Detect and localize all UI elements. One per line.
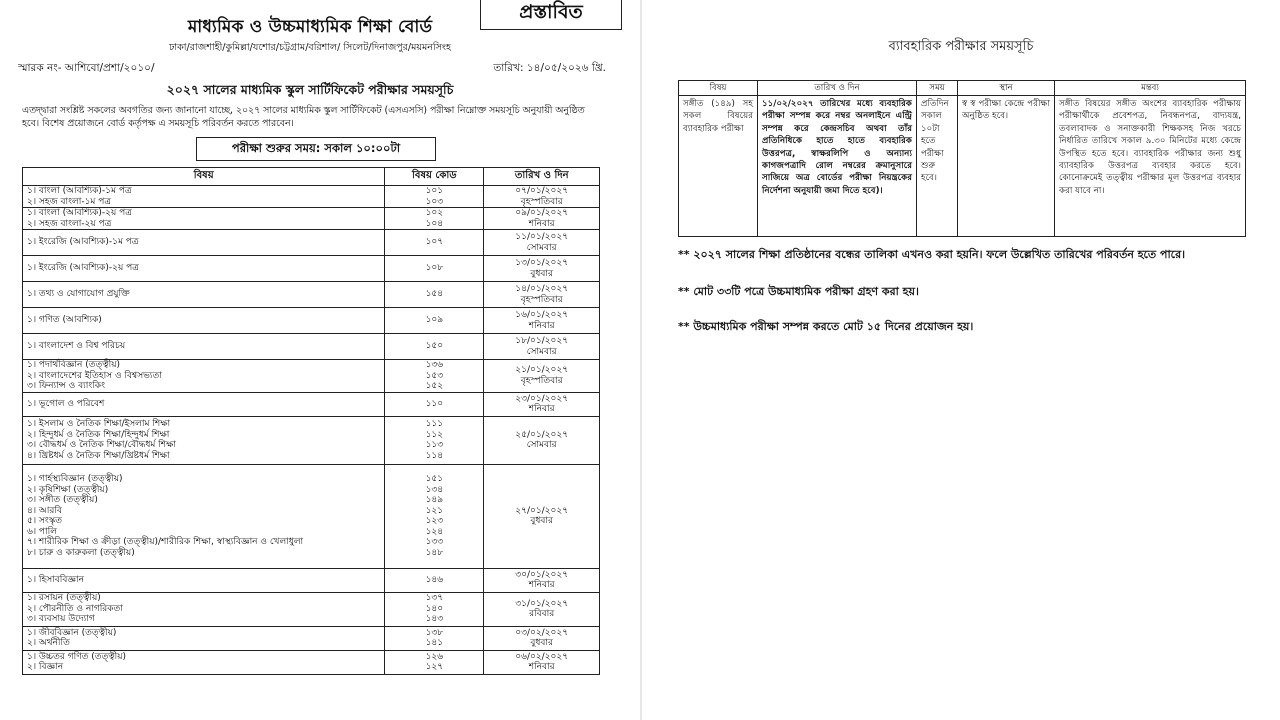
schedule-row (23, 568, 600, 592)
exam-day: বুধবার (530, 638, 553, 648)
exam-date: ০৬/০২/২০২৭ (515, 651, 569, 662)
subject-name: ১। ভূগোল ও পরিবেশ (27, 398, 105, 409)
subject-code: ১৪৬ (425, 574, 444, 585)
subject-cell (23, 208, 385, 230)
table-header-row (23, 168, 600, 186)
exam-day: রবিবার (529, 609, 555, 619)
date-cell (484, 464, 600, 568)
practical-header-subject: বিষয় (679, 81, 758, 96)
practical-header-time: সময় (917, 81, 958, 96)
practical-header-date: তারিখ ও দিন (758, 81, 917, 96)
subject-code: ১০৯ (425, 315, 444, 326)
subject-name: ১। বাংলা (আবশ্যিক)-১ম পত্র (27, 186, 132, 196)
subject-cell (23, 334, 385, 360)
subject-name: ৩। সঙ্গীত (তত্ত্বীয়) (27, 495, 98, 505)
subject-code: ১৪১ (425, 638, 444, 648)
subject-name: ১। গার্হস্থ্যবিজ্ঞান (তত্ত্বীয়) (27, 474, 123, 484)
subject-cell (23, 650, 385, 674)
subject-code: ১২৪ (425, 526, 444, 537)
schedule-row (23, 592, 600, 626)
subject-name: ২। সহজ বাংলা-১ম পত্র (27, 196, 111, 207)
notice-title: ২০২৭ সালের মাধ্যমিক স্কুল সার্টিফিকেট পরীক্ষার সময়সূচি (166, 82, 454, 97)
exam-date: ৩১/০১/২০২৭ (515, 598, 569, 609)
subject-name: ৪। আরবি (27, 505, 62, 516)
subject-code: ১৫১ (425, 474, 444, 484)
exam-date: ২৭/০১/২০২৭ (515, 505, 569, 516)
intro-paragraph: এতদ্দ্বারা সংশ্লিষ্ট সকলের অবগতির জন্য জানানো যাচ্ছে, ২০২৭ সালের মাধ্যমিক স্কুল সার্টিফিকেট (এসএসসি) পরীক্ষা নিম্নোক্ত সময়সূচি অনুযায়ী অনুষ্ঠিত হবে। বিশেষ প্রয়োজনে বোর্ড কর্তৃপক্ষ এ সময়সূচি পরিবর্তন করতে পারবেন। (22, 105, 585, 129)
subject-code: ১৫০ (425, 341, 444, 352)
subject-code: ১১৩ (425, 440, 444, 450)
code-cell (385, 392, 484, 416)
subject-name: ১। ইসলাম ও নৈতিক শিক্ষা/ইসলাম শিক্ষা (27, 419, 171, 429)
subject-name: ৩। বৌদ্ধধর্ম ও নৈতিক শিক্ষা/বৌদ্ধধর্ম শিক্ষা (27, 440, 177, 450)
date-cell (484, 592, 600, 626)
exam-day: সোমবার (526, 440, 557, 450)
code-cell (385, 464, 484, 568)
practical-remarks: সঙ্গীত বিষয়ের সঙ্গীত অংশের ব্যাবহারিক পরীক্ষায় পরীক্ষার্থীকে প্রবেশপত্র, নিবন্ধনপত্র, বাদ্যযন্ত্র, তবলাবাদক ও সনাক্তকারী শিক্ষকসহ নিজ খরচে নির্ধারিত তারিখে সকাল ৯.৩০ মিনিটের মধ্যে কেন্দ্রে উপস্থিত হতে হবে। ব্যাবহারিক পরীক্ষার জন্য শুধু ব্যাবহারিক উত্তরপত্র ব্যবহার করতে হবে। কোনোক্রমেই তত্ত্বীয় পরীক্ষার মূল উত্তরপত্র ব্যবহার করা যাবে না। (1055, 96, 1246, 237)
code-cell (385, 416, 484, 464)
subject-code: ১২১ (425, 505, 444, 516)
subject-name: ৭। শারীরিক শিক্ষা ও ক্রীড়া (তত্ত্বীয়)/শারীরিক শিক্ষা, স্বাস্থ্যবিজ্ঞান ও খেলাধুলা (27, 537, 304, 547)
subject-code: ১০৭ (425, 237, 444, 248)
exam-day: বুধবার (530, 516, 553, 526)
date-cell (484, 282, 600, 308)
subject-code: ১১১ (425, 419, 444, 429)
date-cell (484, 186, 600, 208)
schedule-row (23, 208, 600, 230)
schedule-row (23, 626, 600, 650)
exam-date: ৩০/০১/২০২৭ (515, 569, 569, 580)
schedule-row (23, 360, 600, 393)
date-cell (484, 308, 600, 334)
practical-time: প্রতিদিন সকাল ১০টা হতে পরীক্ষা শুরু হবে। (917, 96, 958, 237)
exam-start-time: পরীক্ষা শুরুর সময়: সকাল ১০:০০টা (196, 137, 436, 161)
practical-title: ব্যাবহারিক পরীক্ষার সময়সূচি (888, 39, 1034, 54)
subject-cell (23, 568, 385, 592)
right-page (642, 0, 1280, 720)
note-1: ** ২০২৭ সালের শিক্ষা প্রতিষ্ঠানের বন্ধের তালিকা এখনও করা হয়নি। ফলে উল্লেখিত তারিখের পরিবর্তন হতে পারে। (678, 248, 1186, 261)
schedule-row (23, 392, 600, 416)
header-subject: বিষয় (23, 168, 385, 186)
exam-date: ১৪/০১/২০২৭ (515, 284, 569, 294)
exam-date: ১৮/০১/২০২৭ (515, 336, 569, 346)
practical-date: ১১/০২/২০২৭ তারিখের মধ্যে ব্যবহারিক পরীক্ষা সম্পন্ন করে নম্বর অনলাইনে এন্ট্রি সম্পন্ন করে কেন্দ্রসচিব অথবা তাঁর প্রতিনিধিকে হাতে হাতে ব্যবহারিক উত্তরপত্র, স্বাক্ষরলিপি ও অন্যান্য কাগজপত্রাদি রোল নম্বরের ক্রমানুসারে সাজিয়ে অত্র বোর্ডের পরীক্ষা নিয়ন্ত্রকের নির্দেশনা অনুযায়ী জমা দিতে হবে)। (758, 96, 917, 237)
subject-code: ১০৮ (425, 263, 444, 274)
date-cell (484, 568, 600, 592)
subject-cell (23, 416, 385, 464)
exam-day: শনিবার (528, 580, 555, 590)
subject-name: ১। তথ্য ও যোগাযোগ প্রযুক্তি (27, 289, 130, 300)
exam-date: ২৫/০১/২০২৭ (515, 429, 569, 440)
exam-day: বৃহস্পতিবার (520, 375, 563, 386)
subject-name: ২। বিজ্ঞান (27, 662, 64, 672)
note-3: ** উচ্চমাধ্যমিক পরীক্ষা সম্পন্ন করতে মোট ১৫ দিনের প্রয়োজন হয়। (678, 320, 974, 333)
subject-cell (23, 592, 385, 626)
subject-name: ২। অর্থনীতি (27, 638, 70, 648)
subject-code: ১২৩ (425, 516, 444, 526)
code-cell (385, 626, 484, 650)
exam-day: বুধবার (530, 268, 553, 279)
subject-code: ১৩৬ (425, 360, 444, 370)
exam-day: শনিবার (528, 662, 555, 672)
date-cell (484, 230, 600, 256)
date-cell (484, 650, 600, 674)
subject-code: ১৩৩ (425, 537, 444, 547)
practical-header-row (679, 81, 1246, 96)
subject-name: ৮। চারু ও কারুকলা (তত্ত্বীয়) (27, 547, 135, 558)
exam-date: ২১/০১/২০২৭ (515, 365, 569, 376)
date-cell (484, 208, 600, 230)
exam-day: শনিবার (528, 320, 555, 331)
subject-code: ১৫৪ (425, 289, 444, 300)
subject-cell (23, 186, 385, 208)
subject-code: ১৫২ (425, 381, 444, 391)
header-code: বিষয় কোড (385, 168, 484, 186)
subject-name: ১। উচ্চতর গণিত (তত্ত্বীয়) (27, 651, 127, 662)
subject-name: ১। ইংরেজি (আবশ্যিক)-২য় পত্র (27, 263, 139, 274)
code-cell (385, 256, 484, 282)
subject-code: ১১৪ (425, 450, 444, 461)
exam-day: সোমবার (526, 346, 557, 357)
subject-name: ১। পদার্থবিজ্ঞান (তত্ত্বীয়) (27, 360, 121, 370)
exam-day: শনিবার (528, 218, 555, 229)
subject-name: ২। কৃষিশিক্ষা (তত্ত্বীয়) (27, 484, 109, 495)
subject-cell (23, 392, 385, 416)
code-cell (385, 360, 484, 393)
schedule-row (23, 464, 600, 568)
subject-cell (23, 308, 385, 334)
subject-code: ১৪০ (425, 603, 444, 614)
schedule-row (23, 186, 600, 208)
header-date: তারিখ ও দিন (484, 168, 600, 186)
subject-code: ১৩৭ (425, 593, 444, 604)
subject-name: ২। বাংলাদেশের ইতিহাস ও বিশ্বসভ্যতা (27, 370, 162, 381)
date-cell (484, 360, 600, 393)
schedule-row (23, 308, 600, 334)
date-cell (484, 334, 600, 360)
exam-date: ১১/০১/২০২৭ (515, 232, 569, 242)
subject-code: ১৩৪ (425, 484, 444, 495)
practical-place: স্ব স্ব পরীক্ষা কেন্দ্রে পরীক্ষা অনুষ্ঠিত হবে। (958, 96, 1055, 237)
board-locations: ঢাকা/রাজশাহী/কুমিল্লা/যশোর/চট্টগ্রাম/বরিশাল/ সিলেট/দিনাজপুর/ময়মনসিংহ (169, 42, 451, 53)
subject-name: ১। রসায়ন (তত্ত্বীয়) (27, 593, 101, 604)
exam-date: ০৭/০১/২০২৭ (515, 186, 569, 196)
subject-code: ১০৪ (425, 218, 444, 229)
subject-cell (23, 464, 385, 568)
subject-code: ১৪৯ (425, 495, 444, 505)
date-cell (484, 626, 600, 650)
subject-name: ১। হিসাববিজ্ঞান (27, 574, 84, 585)
memo-number: স্মারক নং- আশিবো/প্রশা/২০১০/ (18, 62, 155, 74)
schedule-row (23, 256, 600, 282)
code-cell (385, 568, 484, 592)
date-cell (484, 416, 600, 464)
notice-date: তারিখ: ১৪/০৫/২০২৬ খ্রি. (493, 62, 606, 74)
schedule-row (23, 416, 600, 464)
exam-date: ১৬/০১/২০২৭ (515, 310, 569, 320)
subject-code: ১২৭ (425, 662, 444, 672)
practical-header-remarks: মন্তব্য (1055, 81, 1246, 96)
date-cell (484, 392, 600, 416)
board-title: মাধ্যমিক ও উচ্চমাধ্যমিক শিক্ষা বোর্ড (187, 17, 433, 37)
subject-cell (23, 230, 385, 256)
subject-name: ৬। পালি (27, 526, 57, 537)
subject-name: ২। হিন্দুধর্ম ও নৈতিক শিক্ষা/হিন্দুধর্ম শিক্ষা (27, 429, 170, 440)
subject-code: ১৫৩ (425, 370, 444, 381)
proposed-stamp: প্রস্তাবিত (480, 0, 622, 30)
schedule-row (23, 650, 600, 674)
subject-code: ১০১ (425, 186, 444, 196)
code-cell (385, 308, 484, 334)
code-cell (385, 208, 484, 230)
code-cell (385, 650, 484, 674)
subject-name: ২। পৌরনীতি ও নাগরিকতা (27, 603, 123, 614)
subject-code: ১৪৩ (425, 614, 444, 625)
code-cell (385, 282, 484, 308)
subject-code: ১২৬ (425, 651, 444, 662)
subject-name: ৪। খ্রিষ্টধর্ম ও নৈতিক শিক্ষা/খ্রিষ্টধর্ম শিক্ষা (27, 450, 170, 461)
practical-row (679, 96, 1246, 237)
code-cell (385, 592, 484, 626)
subject-code: ১৩৮ (425, 627, 444, 638)
schedule-row (23, 230, 600, 256)
note-2: ** মোট ৩৩টি পত্রে উচ্চমাধ্যমিক পরীক্ষা গ্রহণ করা হয়। (678, 285, 919, 298)
subject-name: ৩। ফিন্যান্স ও ব্যাংকিং (27, 381, 105, 391)
exam-date: ০৩/০২/২০২৭ (515, 627, 569, 638)
subject-name: ৫। সংস্কৃত (27, 516, 62, 526)
subject-cell (23, 282, 385, 308)
subject-name: ১। বাংলাদেশ ও বিশ্ব পরিচয় (27, 341, 126, 352)
exam-date: ২৩/০১/২০২৭ (515, 393, 569, 404)
code-cell (385, 186, 484, 208)
code-cell (385, 334, 484, 360)
exam-day: বৃহস্পতিবার (520, 196, 563, 207)
subject-cell (23, 256, 385, 282)
exam-date: ০৯/০১/২০২৭ (515, 208, 569, 218)
exam-schedule-table (22, 167, 600, 675)
subject-code: ১০৩ (425, 196, 444, 207)
subject-name: ৩। ব্যবসায় উদ্যোগ (27, 614, 95, 625)
exam-day: সোমবার (526, 242, 557, 253)
subject-code: ১১২ (425, 429, 444, 440)
subject-name: ১। জীববিজ্ঞান (তত্ত্বীয়) (27, 627, 117, 638)
practical-table (678, 80, 1246, 237)
practical-subject: সঙ্গীত (১৪৯) সহ সকল বিষয়ের ব্যাবহারিক পরীক্ষা (679, 96, 758, 237)
subject-name: ১। গণিত (আবশ্যিক) (27, 315, 102, 326)
schedule-row (23, 282, 600, 308)
subject-cell (23, 626, 385, 650)
subject-code: ১০২ (425, 208, 444, 218)
exam-day: শনিবার (528, 404, 555, 414)
subject-name: ১। ইংরেজি (আবশ্যিক)-১ম পত্র (27, 237, 139, 248)
subject-cell (23, 360, 385, 393)
code-cell (385, 230, 484, 256)
practical-header-place: স্থান (958, 81, 1055, 96)
reference-line (18, 61, 606, 78)
subject-name: ১। বাংলা (আবশ্যিক)-২য় পত্র (27, 208, 132, 218)
schedule-row (23, 334, 600, 360)
subject-code: ১৪৮ (425, 547, 444, 558)
subject-name: ২। সহজ বাংলা-২য় পত্র (27, 218, 112, 229)
exam-date: ১৩/০১/২০২৭ (515, 258, 569, 268)
date-cell (484, 256, 600, 282)
exam-day: বৃহস্পতিবার (520, 294, 563, 305)
subject-code: ১১০ (425, 398, 444, 409)
